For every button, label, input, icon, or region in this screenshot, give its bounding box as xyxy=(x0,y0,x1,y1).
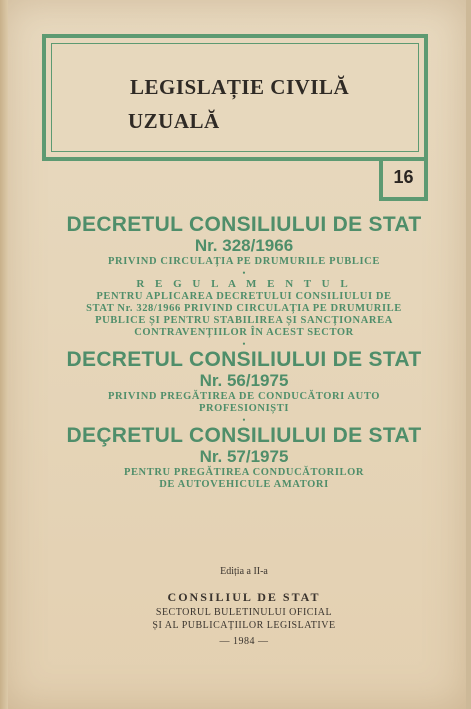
decree3-subtitle-line1: PENTRU PREGĂTIREA CONDUCĂTORILOR xyxy=(123,467,365,478)
separator-bullet: • xyxy=(242,415,246,425)
decree3-number: Nr. 57/1975 xyxy=(199,447,289,466)
decree1-number: Nr. 328/1966 xyxy=(194,236,294,255)
series-number-box xyxy=(379,157,428,201)
publisher-name: CONSILIUL DE STAT xyxy=(167,590,321,604)
decree2-subtitle-line2: PROFESIONIȘTI xyxy=(198,403,290,414)
cover-contents xyxy=(44,214,444,491)
regulation-line4: CONTRAVENȚIILOR ÎN ACEST SECTOR xyxy=(134,327,354,338)
publication-year: — 1984 — xyxy=(219,636,269,647)
publisher-line2: ȘI AL PUBLICAȚIILOR LEGISLATIVE xyxy=(152,620,336,631)
regulation-line3: PUBLICE ȘI PENTRU STABILIREA ȘI SANCȚIONAREA xyxy=(95,315,393,326)
series-number: 16 xyxy=(393,167,414,187)
series-title-line2: UZUALĂ xyxy=(128,109,220,133)
regulation-line1: PENTRU APLICAREA DECRETULUI CONSILIULUI DE xyxy=(96,291,392,302)
series-title xyxy=(130,70,360,138)
cover-edge xyxy=(0,0,8,709)
decree3-subtitle-line2: DE AUTOVEHICULE AMATORI xyxy=(159,479,329,490)
decree2-subtitle-line1: PRIVIND PREGĂTIREA DE CONDUCĂTORI AUTO xyxy=(107,391,381,402)
decree2-title: DECRETUL CONSILIULUI DE STAT xyxy=(66,348,422,371)
series-title-line1: LEGISLAȚIE CIVILĂ xyxy=(130,75,350,99)
publisher-line1: SECTORUL BULETINULUI OFICIAL xyxy=(155,607,333,618)
separator-bullet: • xyxy=(242,339,246,349)
edition-label: Ediția a II-a xyxy=(220,566,268,577)
decree2-number: Nr. 56/1975 xyxy=(199,371,289,390)
decree1-subtitle: PRIVIND CIRCULAȚIA PE DRUMURILE PUBLICE xyxy=(108,256,380,267)
decree1-title: DECRETUL CONSILIULUI DE STAT xyxy=(66,213,422,236)
regulation-line2: STAT Nr. 328/1966 PRIVIND CIRCULAȚIA PE DRUMURILE xyxy=(86,303,402,314)
regulation-title: R E G U L A M E N T U L xyxy=(136,278,352,290)
separator-bullet: • xyxy=(242,268,246,278)
decree3-title: DEÇRETUL CONSILIULUI DE STAT xyxy=(66,424,422,447)
